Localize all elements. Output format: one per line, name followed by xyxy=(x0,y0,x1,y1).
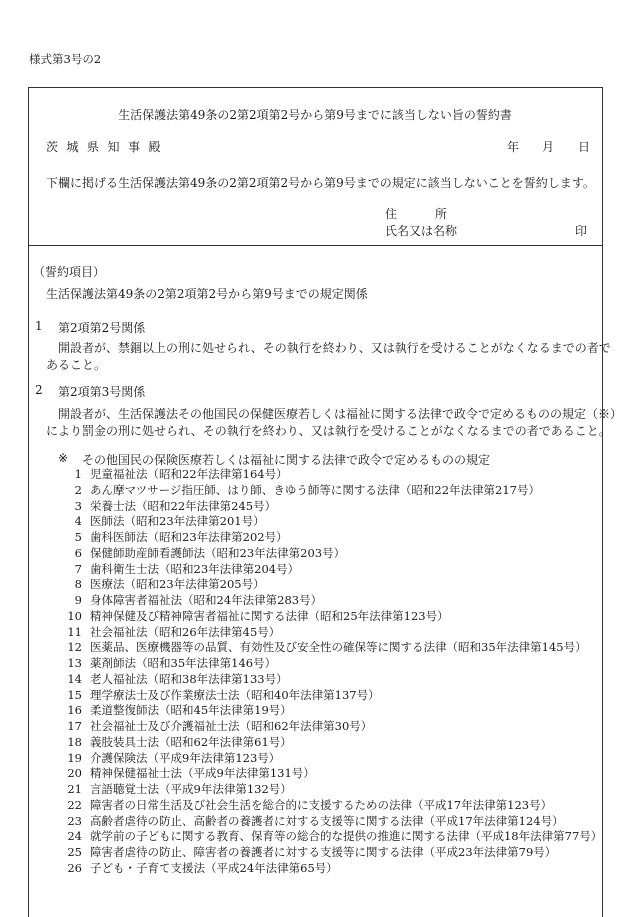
law-item xyxy=(58,735,602,751)
law-item xyxy=(58,499,602,515)
law-item xyxy=(58,845,602,861)
law-item xyxy=(58,751,602,767)
law-item xyxy=(58,782,602,798)
addressee: 茨城県知事殿 xyxy=(46,140,170,154)
law-item-number: 24 xyxy=(67,829,82,844)
law-item-text: 義肢装具士法（昭和62年法律第61号） xyxy=(90,734,292,749)
law-item xyxy=(58,514,602,530)
note-mark: ※ xyxy=(58,451,69,465)
address-label xyxy=(385,205,447,222)
date-month: 月 xyxy=(542,140,555,154)
name-label: 氏名又は名称 xyxy=(385,224,458,238)
law-item xyxy=(58,798,602,814)
item1-text-line1: 開設者が、禁錮以上の刑に処せられ、その執行を終わり、又は執行を受けることがなくなるまでの者で xyxy=(58,341,611,355)
law-item-text: 保健師助産師看護師法（昭和23年法律第203号） xyxy=(90,545,346,560)
law-item xyxy=(58,814,602,830)
law-item-number: 19 xyxy=(67,750,82,765)
law-item-text: 柔道整復師法（昭和45年法律第19号） xyxy=(90,703,292,718)
law-item-number: 3 xyxy=(74,498,82,513)
law-item-text: 老人福祉法（昭和38年法律第133号） xyxy=(90,671,288,686)
law-item-text: 障害者虐待の防止、障害者の養護者に対する支援等に関する法律（平成23年法律第79号） xyxy=(90,845,557,859)
date-day: 日 xyxy=(578,140,591,154)
scope-statement: 生活保護法第49条の2第2項第2号から第9号までの規定関係 xyxy=(46,287,368,301)
law-item xyxy=(58,703,602,719)
law-item-text: 栄養士法（昭和22年法律第245号） xyxy=(90,498,277,513)
law-item-number: 7 xyxy=(74,561,82,576)
law-item xyxy=(58,593,602,609)
law-item-text: 医療法（昭和23年法律第205号） xyxy=(90,577,265,592)
law-item-text: 高齢者虐待の防止、高齢者の養護者に対する支援等に関する法律（平成17年法律第124号） xyxy=(90,813,564,828)
law-item-text: 言語聴覚士法（平成9年法律第132号） xyxy=(90,782,292,796)
law-item-text: 社会福祉士及び介護福祉士法（昭和62年法律第30号） xyxy=(90,719,373,733)
law-item xyxy=(58,861,602,877)
address-label-char2: 所 xyxy=(435,207,448,221)
law-item-number: 22 xyxy=(67,797,82,812)
law-item-number: 20 xyxy=(67,766,82,781)
document-title: 生活保護法第49条の2第2項第2号から第9号までに該当しない旨の誓約書 xyxy=(118,108,512,122)
law-item xyxy=(58,640,602,656)
law-item-text: 医師法（昭和23年法律第201号） xyxy=(90,514,265,529)
law-item-number: 2 xyxy=(74,482,82,497)
item2-text-line1: 開設者が、生活保護法その他国民の保健医療若しくは福祉に関する法律で政令で定めるものの規定（※） xyxy=(58,407,623,421)
law-item-number: 17 xyxy=(67,719,82,733)
law-item-text: 児童福祉法（昭和22年法律第164号） xyxy=(90,467,288,481)
law-item xyxy=(58,609,602,625)
law-item xyxy=(58,467,602,483)
section-divider xyxy=(28,245,603,246)
note-heading: その他国民の保険医療若しくは福祉に関する法律で政令で定めるものの規定 xyxy=(82,453,491,467)
law-item-number: 13 xyxy=(67,656,82,670)
law-item-number: 11 xyxy=(67,624,82,639)
law-item-text: 歯科衛生士法（昭和23年法律第204号） xyxy=(90,561,300,576)
law-item xyxy=(58,483,602,499)
law-item-text: 障害者の日常生活及び社会生活を総合的に支援するための法律（平成17年法律第123号） xyxy=(90,797,553,812)
law-item-number: 26 xyxy=(67,860,82,875)
law-item-number: 4 xyxy=(74,514,82,529)
law-item-number: 18 xyxy=(67,734,82,749)
item2-heading: 第2項第3号関係 xyxy=(58,385,146,399)
law-item-text: 介護保険法（平成9年法律第123号） xyxy=(90,750,281,765)
form-number: 様式第3号の2 xyxy=(29,52,102,66)
law-item-number: 8 xyxy=(74,577,82,592)
law-item-text: 就学前の子どもに関する教育、保育等の総合的な提供の推進に関する法律（平成18年法律第77号） xyxy=(90,829,603,844)
law-item-number: 14 xyxy=(67,671,82,686)
law-item xyxy=(58,672,602,688)
seal-mark: 印 xyxy=(575,224,588,238)
law-item-number: 10 xyxy=(67,608,82,623)
law-item-number: 25 xyxy=(67,845,82,859)
law-item-text: 薬剤師法（昭和35年法律第146号） xyxy=(90,656,277,670)
law-item-text: 子ども・子育て支援法（平成24年法律第65号） xyxy=(90,860,338,875)
law-list xyxy=(58,467,602,877)
law-item-text: 歯科医師法（昭和23年法律第202号） xyxy=(90,530,288,544)
law-item-text: 医薬品、医療機器等の品質、有効性及び安全性の確保等に関する法律（昭和35年法律第145号） xyxy=(90,640,587,655)
law-item xyxy=(58,766,602,782)
date-year: 年 xyxy=(507,140,520,154)
law-item-number: 6 xyxy=(74,545,82,560)
item2-number: 2 xyxy=(35,383,43,397)
law-item-number: 5 xyxy=(74,530,82,544)
law-item-number: 12 xyxy=(67,640,82,655)
law-item-number: 15 xyxy=(67,687,82,702)
item1-heading: 第2項第2号関係 xyxy=(58,321,146,335)
law-item-number: 23 xyxy=(67,813,82,828)
law-item-number: 16 xyxy=(67,703,82,718)
law-item-text: 身体障害者福祉法（昭和24年法律第283号） xyxy=(90,593,323,607)
pledge-statement: 下欄に掲げる生活保護法第49条の2第2項第2号から第9号までの規定に該当しないことを誓約します。 xyxy=(46,176,595,190)
law-item xyxy=(58,719,602,735)
law-item-number: 1 xyxy=(74,467,82,481)
law-item xyxy=(58,562,602,578)
law-item-text: 精神保健及び精神障害者福祉に関する法律（昭和25年法律第123号） xyxy=(90,608,449,623)
section-heading: （誓約項目） xyxy=(33,265,106,279)
law-item-text: 精神保健福祉士法（平成9年法律第131号） xyxy=(90,766,315,781)
item1-number: 1 xyxy=(35,319,43,333)
law-item xyxy=(58,577,602,593)
item1-text-line2: あること。 xyxy=(46,358,107,372)
law-item xyxy=(58,546,602,562)
law-item-text: 理学療法士及び作業療法士法（昭和40年法律第137号） xyxy=(90,687,380,702)
law-item-number: 9 xyxy=(74,593,82,607)
law-item xyxy=(58,625,602,641)
law-item xyxy=(58,656,602,672)
law-item xyxy=(58,688,602,704)
address-label-char1: 住 xyxy=(385,207,398,221)
law-item xyxy=(58,530,602,546)
law-item-number: 21 xyxy=(67,782,82,796)
law-item xyxy=(58,829,602,845)
law-item-text: あん摩マツサージ指圧師、はり師、きゆう師等に関する法律（昭和22年法律第217号） xyxy=(90,482,541,497)
item2-text-line2: により罰金の刑に処せられ、その執行を終わり、又は執行を受けることがなくなるまでの者であること。 xyxy=(46,424,611,438)
law-item-text: 社会福祉法（昭和26年法律第45号） xyxy=(90,624,281,639)
